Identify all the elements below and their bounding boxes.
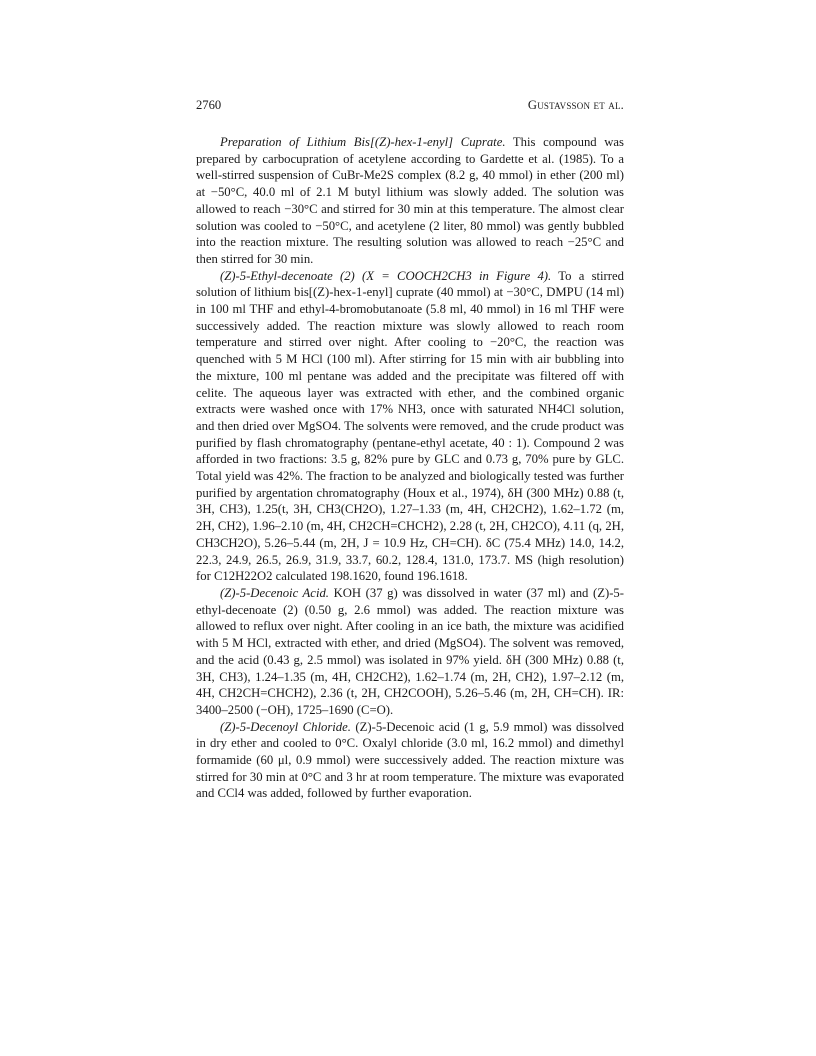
section-title: Preparation of Lithium Bis[(Z)-hex-1-enyl] Cuprate. <box>220 135 506 149</box>
paragraph <box>196 719 624 803</box>
section-title: (Z)-5-Decenoyl Chloride. <box>220 719 351 734</box>
paragraph-text: KOH (37 g) was dissolved in water (37 ml) and (Z)-5-ethyl-decenoate (2) (0.50 g, 2.6 mmol) was added. The reaction mixture was allowed to reflux over night. After cooling in an ice bath, the mixture was acidified with 5 M HCl, extracted with ether, and dried (MgSO4). The solvent was removed, and the acid (0.43 g, 2.5 mmol) was isolated in 97% yield. δH (300 MHz) 0.88 (t, 3H, CH3), 1.24–1.35 (m, 4H, CH2CH2), 1.62–1.74 (m, 2H, CH2), 1.97–2.12 (m, 4H, CH2CH=CHCH2), 2.36 (t, 2H, CH2COOH), 5.26–5.46 (m, 2H, CH=CH). IR: 3400–2500 (−OH), 1725–1690 (C=O). <box>196 585 624 717</box>
page-header <box>196 95 624 115</box>
paragraph <box>196 134 624 268</box>
section-title: (Z)-5-Ethyl-decenoate (2) (X = COOCH2CH3 in Figure 4). <box>220 268 552 283</box>
running-head: Gustavsson et al. <box>527 98 624 112</box>
paragraph-text: This compound was prepared by carbocupration of acetylene according to Gardette et al. (1985). To a well-stirred suspension of CuBr-Me2S complex (8.2 g, 40 mmol) in ether (200 ml) at −50°C, 40.0 ml of 2.1 M butyl lithium was slowly added. The solution was allowed to reach −30°C and stirred for 30 min at this temperature. The almost clear solution was cooled to −50°C, and acetylene (2 liter, 80 mmol) was gently bubbled into the reaction mixture. The resulting solution was allowed to reach −25°C and then stirred for 30 min. <box>196 135 624 266</box>
paragraph <box>196 268 624 585</box>
body-text <box>196 134 624 802</box>
paragraph <box>196 585 624 719</box>
section-title: (Z)-5-Decenoic Acid. <box>220 585 329 600</box>
paragraph-text: To a stirred solution of lithium bis[(Z)-hex-1-enyl] cuprate (40 mmol) at −30°C, DMPU (14 ml) in 100 ml THF and ethyl-4-bromobutanoate (5.8 ml, 40 mmol) in 16 ml THF were successively added. The reaction mixture was slowly allowed to reach room temperature and stirred over night. After cooling to −20°C, the reaction was quenched with 5 M HCl (100 ml). After stirring for 15 min with air bubbling into the mixture, 100 ml pentane was added and the precipitate was filtered off with celite. The aqueous layer was extracted with ether, and the combined organic extracts were washed once with 17% NH3, once with saturated NH4Cl solution, and then dried over MgSO4. The solvents were removed, and the crude product was purified by flash chromatography (pentane-ethyl acetate, 40 : 1). Compound 2 was afforded in two fractions: 3.5 g, 82% pure by GLC and 0.73 g, 70% pure by GLC. Total yield was 42%. The fraction to be analyzed and biologically tested was further purified by argentation chromatography (Houx et al., 1974), δH (300 MHz) 0.88 (t, 3H, CH3), 1.25(t, 3H, CH3(CH2O), 1.27–1.33 (m, 4H, CH2CH2), 1.62–1.72 (m, 2H, CH2), 1.96–2.10 (m, 4H, CH2CH=CHCH2), 2.28 (t, 2H, CH2CO), 4.11 (q, 2H, CH3CH2O), 5.26–5.44 (m, 2H, J = 10.9 Hz, CH=CH). δC (75.4 MHz) 14.0, 14.2, 22.3, 24.9, 26.5, 26.9, 31.9, 33.7, 60.2, 128.4, 131.0, 173.7. MS (high resolution) for C12H22O2 calculated 198.1620, found 196.1618. <box>196 268 624 584</box>
page-number: 2760 <box>196 98 222 112</box>
paragraph-text: (Z)-5-Decenoic acid (1 g, 5.9 mmol) was dissolved in dry ether and cooled to 0°C. Oxalyl chloride (3.0 ml, 16.2 mmol) and dimethyl formamide (60 μl, 0.9 mmol) were successively added. The reaction mixture was stirred for 30 min at 0°C and 3 hr at room temperature. The mixture was evaporated and CCl4 was added, followed by further evaporation. <box>196 719 624 801</box>
